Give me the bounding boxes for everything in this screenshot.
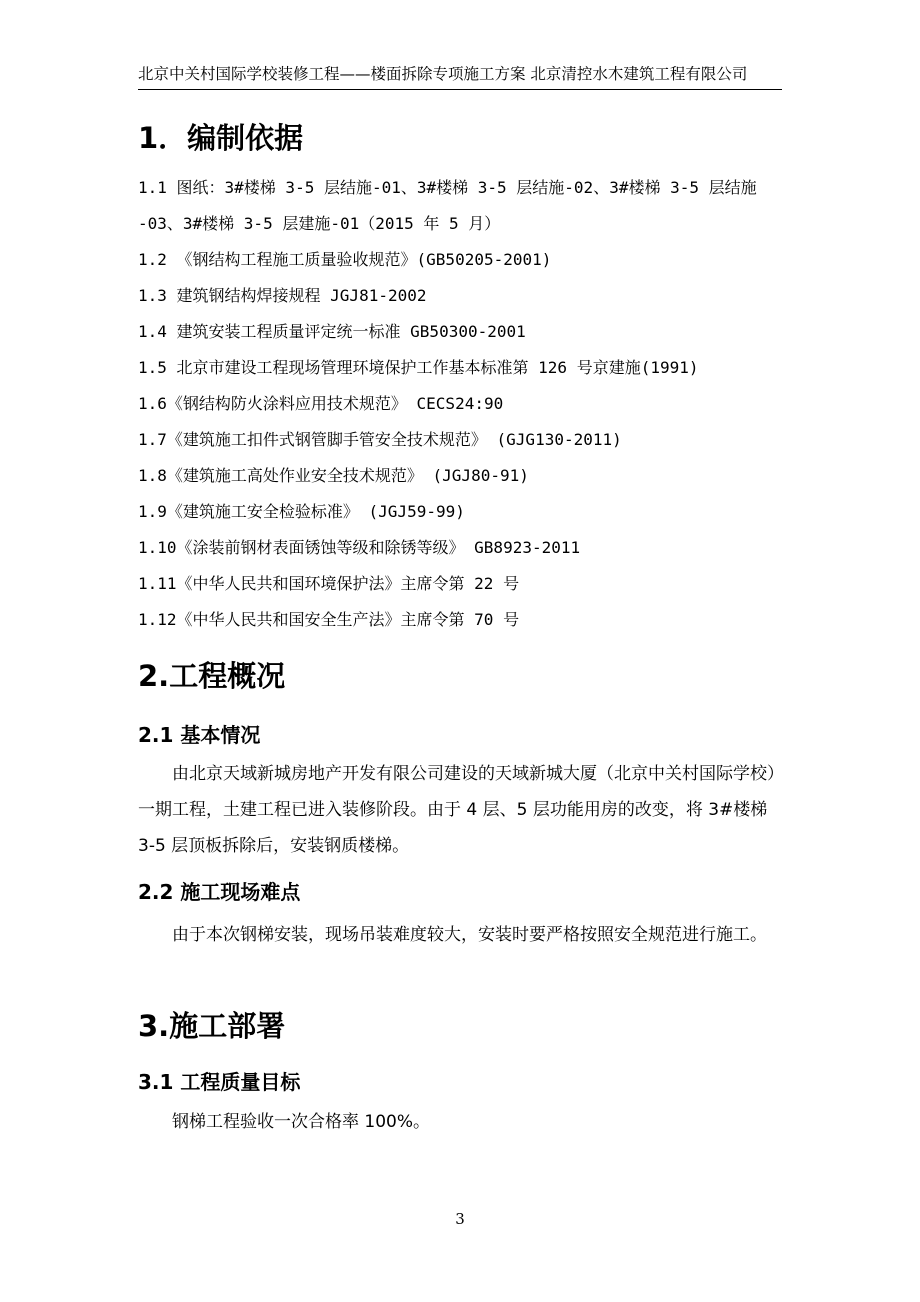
reference-item: -03、3#楼梯 3-5 层建施-01（2015 年 5 月） bbox=[138, 214, 501, 233]
reference-item: 1.8《建筑施工高处作业安全技术规范》 (JGJ80-91) bbox=[138, 466, 529, 485]
subsection-2-1-body: 由北京天域新城房地产开发有限公司建设的天域新城大厦（北京中关村国际学校）一期工程，土建工程已进入装修阶段。由于 4 层、5 层功能用房的改变，将 3#楼梯 3-5 层顶板拆除后，安装钢质楼梯。 bbox=[138, 764, 784, 856]
reference-item: 1.10《涂装前钢材表面锈蚀等级和除锈等级》 GB8923-2011 bbox=[138, 538, 581, 557]
reference-item: 1.9《建筑施工安全检验标准》 (JGJ59-99) bbox=[138, 502, 465, 521]
reference-item: 1.3 建筑钢结构焊接规程 JGJ81-2002 bbox=[138, 286, 427, 305]
page-header: 北京中关村国际学校装修工程——楼面拆除专项施工方案 北京清控水木建筑工程有限公司 bbox=[138, 65, 748, 83]
subsection-2-1-heading: 2.1 基本情况 bbox=[138, 723, 261, 747]
header-divider bbox=[138, 89, 782, 90]
section-3-heading: 3.施工部署 bbox=[138, 1009, 286, 1043]
reference-item: 1.5 北京市建设工程现场管理环境保护工作基本标准第 126 号京建施(1991) bbox=[138, 358, 699, 377]
subsection-2-2-heading: 2.2 施工现场难点 bbox=[138, 880, 301, 904]
subsection-3-1-heading: 3.1 工程质量目标 bbox=[138, 1070, 301, 1094]
page-number: 3 bbox=[455, 1210, 465, 1228]
reference-item: 1.7《建筑施工扣件式钢管脚手管安全技术规范》 (GJG130-2011) bbox=[138, 430, 622, 449]
reference-item: 1.4 建筑安装工程质量评定统一标准 GB50300-2001 bbox=[138, 322, 526, 341]
reference-item: 1.6《钢结构防火涂料应用技术规范》 CECS24:90 bbox=[138, 394, 504, 413]
subsection-2-2-body: 由于本次钢梯安装，现场吊装难度较大，安装时要严格按照安全规范进行施工。 bbox=[172, 925, 767, 945]
reference-item: 1.12《中华人民共和国安全生产法》主席令第 70 号 bbox=[138, 610, 520, 629]
reference-item: 1.11《中华人民共和国环境保护法》主席令第 22 号 bbox=[138, 574, 520, 593]
reference-item: 1.1 图纸：3#楼梯 3-5 层结施-01、3#楼梯 3-5 层结施-02、3#楼梯 3-5 层结施 bbox=[138, 178, 757, 197]
section-1-heading: 1．编制依据 bbox=[138, 121, 304, 155]
reference-item: 1.2 《钢结构工程施工质量验收规范》(GB50205-2001) bbox=[138, 250, 552, 269]
section-2-heading: 2.工程概况 bbox=[138, 659, 286, 693]
subsection-3-1-body: 钢梯工程验收一次合格率 100%。 bbox=[172, 1112, 431, 1132]
